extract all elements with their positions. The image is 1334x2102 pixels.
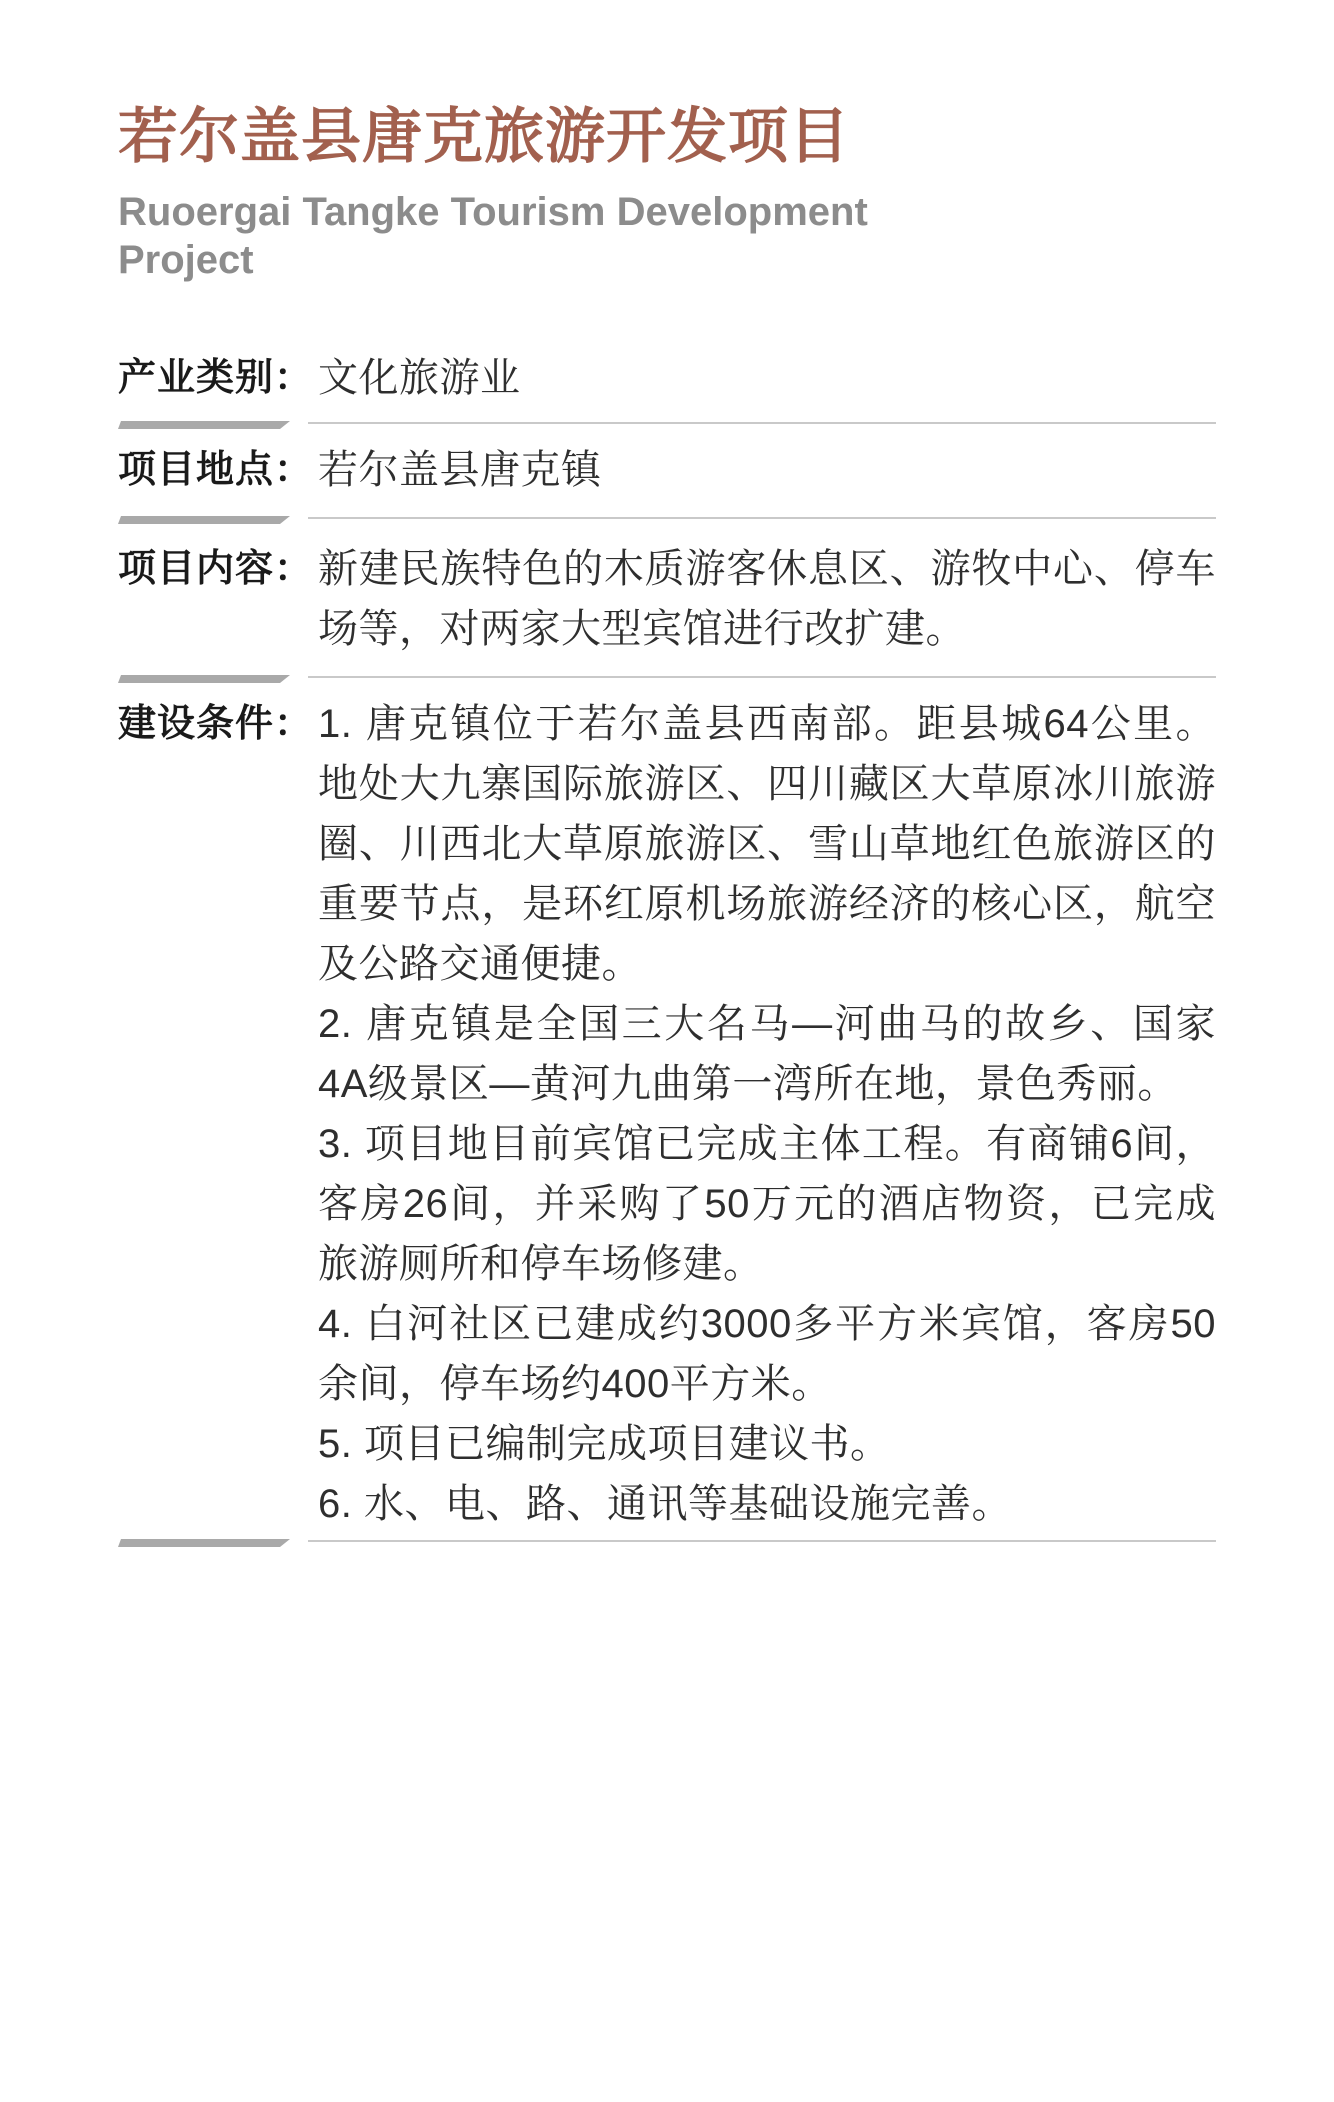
value-paragraph: 若尔盖县唐克镇 bbox=[318, 448, 602, 492]
page-title: 若尔盖县唐克旅游开发项目 bbox=[118, 103, 850, 170]
page-subtitle: Ruoergai Tangke Tourism Development Project bbox=[118, 190, 868, 282]
info-table bbox=[118, 338, 1216, 1542]
value-paragraph: 文化旅游业 bbox=[318, 356, 521, 400]
table-row bbox=[118, 338, 1216, 424]
value-paragraph: 6. 水、电、路、通讯等基础设施完善。 bbox=[318, 1482, 1012, 1526]
row-value bbox=[308, 678, 1216, 1542]
value-paragraph: 5. 项目已编制完成项目建议书。 bbox=[318, 1422, 891, 1466]
document-header bbox=[118, 100, 1216, 284]
row-label: 项目内容： bbox=[118, 548, 314, 590]
value-paragraph: 3. 项目地目前宾馆已完成主体工程。有商铺6间，客房26间，并采购了50万元的酒店物资，已完成旅游厕所和停车场修建。 bbox=[318, 1122, 1216, 1286]
value-paragraph: 新建民族特色的木质游客休息区、游牧中心、停车场等，对两家大型宾馆进行改扩建。 bbox=[318, 547, 1216, 651]
table-row bbox=[118, 678, 1216, 1542]
row-label-cell bbox=[118, 678, 314, 1542]
value-paragraph: 2. 唐克镇是全国三大名马—河曲马的故乡、国家4A级景区—黄河九曲第一湾所在地，景色秀丽。 bbox=[318, 1002, 1216, 1106]
table-row bbox=[118, 424, 1216, 519]
row-label: 建设条件： bbox=[118, 703, 314, 745]
row-value bbox=[308, 424, 1216, 519]
row-label-cell bbox=[118, 424, 314, 519]
row-label-cell bbox=[118, 338, 314, 424]
row-label-cell bbox=[118, 519, 314, 678]
row-label: 项目地点： bbox=[118, 449, 314, 491]
table-row bbox=[118, 519, 1216, 678]
row-value bbox=[308, 519, 1216, 678]
label-divider-bar bbox=[118, 1539, 290, 1547]
row-value bbox=[308, 338, 1216, 424]
value-paragraph: 4. 白河社区已建成约3000多平方米宾馆，客房50余间，停车场约400平方米。 bbox=[318, 1302, 1216, 1406]
row-label: 产业类别： bbox=[118, 357, 314, 399]
value-paragraph: 1. 唐克镇位于若尔盖县西南部。距县城64公里。地处大九寨国际旅游区、四川藏区大草原冰川旅游圈、川西北大草原旅游区、雪山草地红色旅游区的重要节点，是环红原机场旅游经济的核心区，航空及公路交通便捷。 bbox=[318, 702, 1216, 986]
